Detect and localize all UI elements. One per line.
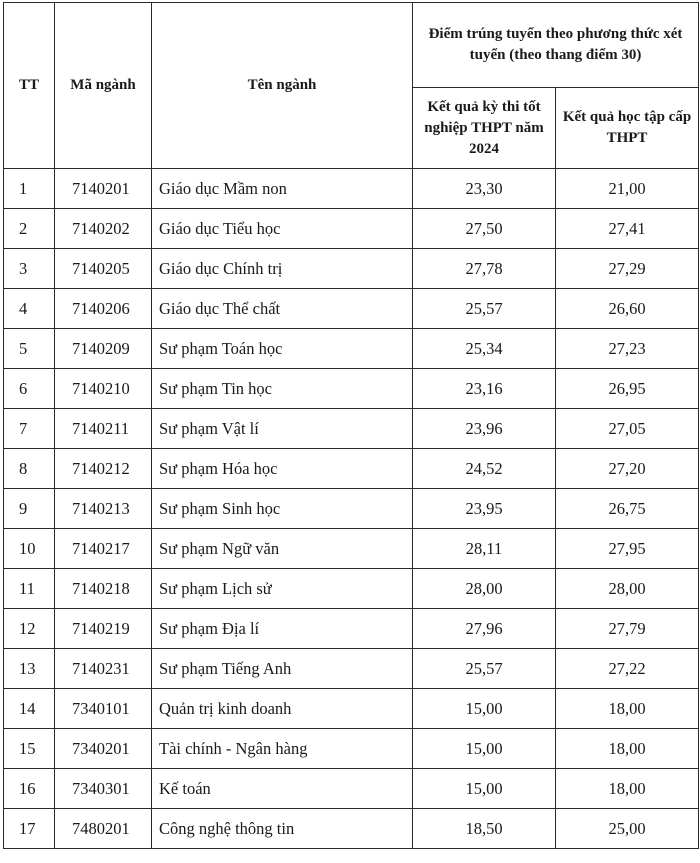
cell-major-name: Quản trị kinh doanh	[152, 689, 413, 729]
cell-transcript-score: 18,00	[556, 729, 699, 769]
cell-transcript-score: 27,95	[556, 529, 699, 569]
cell-tt: 16	[4, 769, 55, 809]
cell-major-code: 7140211	[55, 409, 152, 449]
cell-tt: 15	[4, 729, 55, 769]
cell-transcript-score: 18,00	[556, 689, 699, 729]
cell-major-name: Sư phạm Ngữ văn	[152, 529, 413, 569]
table-row	[4, 369, 699, 409]
header-tt: TT	[4, 3, 55, 169]
table-row	[4, 489, 699, 529]
table-row	[4, 169, 699, 209]
header-row-1	[4, 3, 699, 88]
cell-major-code: 7340201	[55, 729, 152, 769]
cell-major-name: Sư phạm Tin học	[152, 369, 413, 409]
cell-transcript-score: 27,20	[556, 449, 699, 489]
cell-major-code: 7140210	[55, 369, 152, 409]
table-row	[4, 729, 699, 769]
cell-major-name: Kế toán	[152, 769, 413, 809]
cell-major-name: Giáo dục Mầm non	[152, 169, 413, 209]
cell-major-code: 7140231	[55, 649, 152, 689]
table-row	[4, 689, 699, 729]
table-row	[4, 329, 699, 369]
cell-major-name: Giáo dục Thể chất	[152, 289, 413, 329]
table-row	[4, 609, 699, 649]
cell-transcript-score: 26,60	[556, 289, 699, 329]
cell-tt: 8	[4, 449, 55, 489]
cell-major-code: 7140219	[55, 609, 152, 649]
cell-tt: 14	[4, 689, 55, 729]
cell-tt: 3	[4, 249, 55, 289]
cell-tt: 12	[4, 609, 55, 649]
table-row	[4, 809, 699, 849]
cell-major-code: 7340301	[55, 769, 152, 809]
cell-transcript-score: 27,29	[556, 249, 699, 289]
cell-tt: 6	[4, 369, 55, 409]
cell-major-name: Công nghệ thông tin	[152, 809, 413, 849]
cell-major-code: 7140206	[55, 289, 152, 329]
cell-exam-score: 18,50	[413, 809, 556, 849]
cell-transcript-score: 18,00	[556, 769, 699, 809]
cell-tt: 5	[4, 329, 55, 369]
cell-tt: 17	[4, 809, 55, 849]
cell-transcript-score: 28,00	[556, 569, 699, 609]
cell-exam-score: 15,00	[413, 769, 556, 809]
cell-transcript-score: 27,23	[556, 329, 699, 369]
cell-major-name: Sư phạm Toán học	[152, 329, 413, 369]
cell-tt: 2	[4, 209, 55, 249]
table-row	[4, 249, 699, 289]
cell-tt: 11	[4, 569, 55, 609]
cell-major-code: 7140209	[55, 329, 152, 369]
admission-score-table	[3, 2, 699, 849]
header-major-code: Mã ngành	[55, 3, 152, 169]
cell-major-name: Giáo dục Chính trị	[152, 249, 413, 289]
table-row	[4, 529, 699, 569]
table-row	[4, 209, 699, 249]
table-row	[4, 769, 699, 809]
cell-exam-score: 27,78	[413, 249, 556, 289]
cell-major-name: Sư phạm Sinh học	[152, 489, 413, 529]
cell-major-name: Sư phạm Vật lí	[152, 409, 413, 449]
cell-major-code: 7140202	[55, 209, 152, 249]
table-header	[4, 3, 699, 169]
cell-transcript-score: 27,41	[556, 209, 699, 249]
cell-exam-score: 25,34	[413, 329, 556, 369]
cell-tt: 4	[4, 289, 55, 329]
table-row	[4, 409, 699, 449]
cell-exam-score: 25,57	[413, 289, 556, 329]
cell-major-name: Sư phạm Lịch sử	[152, 569, 413, 609]
cell-major-name: Sư phạm Tiếng Anh	[152, 649, 413, 689]
table-row	[4, 569, 699, 609]
cell-exam-score: 15,00	[413, 729, 556, 769]
cell-exam-score: 28,11	[413, 529, 556, 569]
cell-major-code: 7140213	[55, 489, 152, 529]
cell-exam-score: 23,16	[413, 369, 556, 409]
cell-exam-score: 23,30	[413, 169, 556, 209]
cell-exam-score: 15,00	[413, 689, 556, 729]
cell-exam-score: 28,00	[413, 569, 556, 609]
cell-major-code: 7140201	[55, 169, 152, 209]
table-body	[4, 169, 699, 849]
cell-transcript-score: 26,75	[556, 489, 699, 529]
cell-exam-score: 25,57	[413, 649, 556, 689]
cell-tt: 13	[4, 649, 55, 689]
cell-major-name: Giáo dục Tiểu học	[152, 209, 413, 249]
cell-exam-score: 24,52	[413, 449, 556, 489]
table-row	[4, 289, 699, 329]
cell-exam-score: 27,96	[413, 609, 556, 649]
cell-major-name: Sư phạm Địa lí	[152, 609, 413, 649]
cell-transcript-score: 21,00	[556, 169, 699, 209]
cell-major-code: 7480201	[55, 809, 152, 849]
cell-tt: 10	[4, 529, 55, 569]
cell-tt: 7	[4, 409, 55, 449]
cell-transcript-score: 26,95	[556, 369, 699, 409]
cell-transcript-score: 27,79	[556, 609, 699, 649]
header-major-name: Tên ngành	[152, 3, 413, 169]
cell-major-code: 7140212	[55, 449, 152, 489]
admission-score-sheet	[3, 2, 698, 860]
cell-major-code: 7140218	[55, 569, 152, 609]
cell-tt: 9	[4, 489, 55, 529]
table-row	[4, 649, 699, 689]
cell-major-code: 7140205	[55, 249, 152, 289]
cell-exam-score: 23,96	[413, 409, 556, 449]
table-row	[4, 449, 699, 489]
cell-transcript-score: 27,22	[556, 649, 699, 689]
header-exam-score: Kết quả kỳ thi tốt nghiệp THPT năm 2024	[413, 88, 556, 169]
cell-transcript-score: 25,00	[556, 809, 699, 849]
cell-exam-score: 27,50	[413, 209, 556, 249]
header-score-group: Điểm trúng tuyển theo phương thức xét tuyển (theo thang điểm 30)	[413, 3, 699, 88]
cell-transcript-score: 27,05	[556, 409, 699, 449]
header-transcript-score: Kết quả học tập cấp THPT	[556, 88, 699, 169]
cell-major-code: 7140217	[55, 529, 152, 569]
cell-major-code: 7340101	[55, 689, 152, 729]
cell-major-name: Sư phạm Hóa học	[152, 449, 413, 489]
cell-tt: 1	[4, 169, 55, 209]
cell-exam-score: 23,95	[413, 489, 556, 529]
cell-major-name: Tài chính - Ngân hàng	[152, 729, 413, 769]
